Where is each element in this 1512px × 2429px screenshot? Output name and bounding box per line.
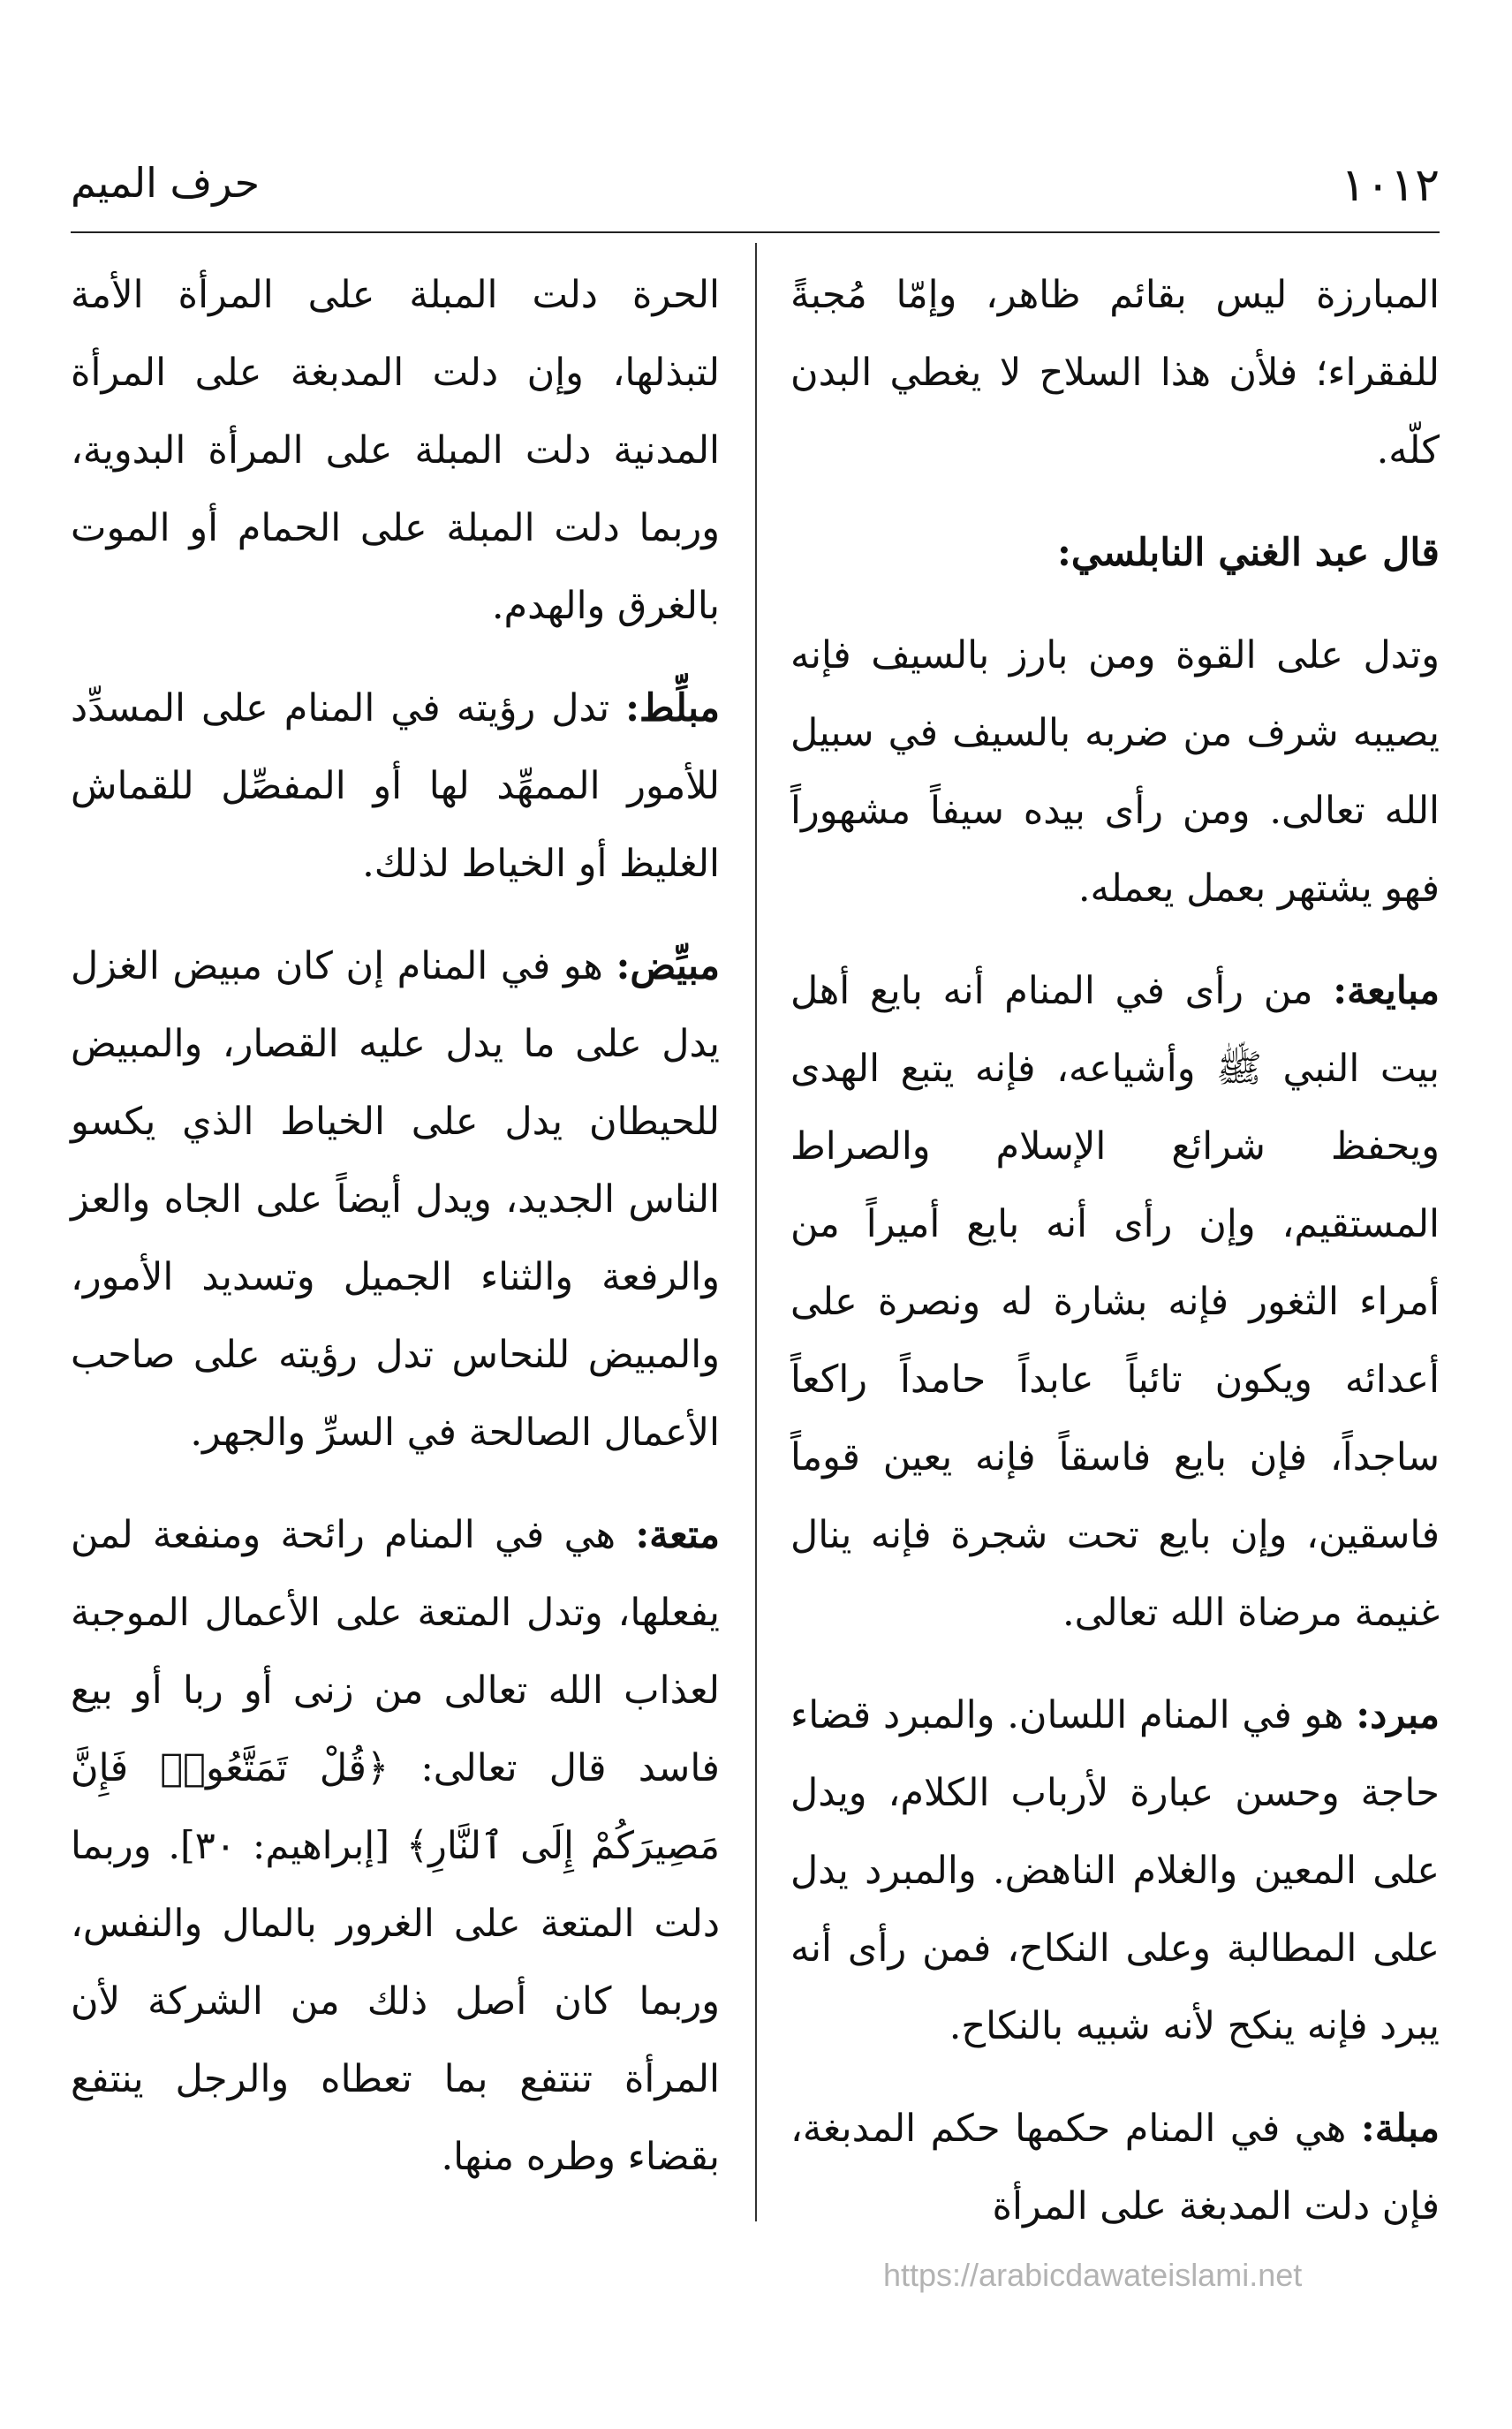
- dictionary-entry: [790, 1676, 1440, 2065]
- paragraph: وتدل على القوة ومن بارز بالسيف فإنه يصيبه شرف من ضربه بالسيف في سبيل الله تعالى. ومن رأى بيده سيفاً مشهوراً فهو يشتهر بعمل يعمله.: [790, 633, 1440, 911]
- entry-text: هو في المنام اللسان. والمبرد قضاء حاجة وحسن عبارة لأرباب الكلام، ويدل على المعين والغلام الناهض. والمبرد يدل على المطالبة وعلى النكاح، فمن رأى أنه يبرد فإنه ينكح لأنه شبيه بالنكاح.: [790, 1693, 1440, 2048]
- entry-text: تدل رؤيته في المنام على المسدِّد للأمور الممهِّد لها أو المفصِّل للقماش الغليظ أو الخياط لذلك.: [71, 686, 720, 886]
- dictionary-entry: [790, 952, 1440, 1652]
- entry-text: من رأى في المنام أنه بايع أهل بيت النبي ﷺ وأشياعه، فإنه يتبع الهدى ويحفظ شرائع الإسلام والصراط المستقيم، وإن رأى أنه بايع أميراً من أمراء الثغور فإنه بشارة له ونصرة على أعدائه ويكون تائباً عابداً حامداً راكعاً ساجداً، فإن بايع فاسقاً فإنه يعين قوماً فاسقين، وإن بايع تحت شجرة فإنه ينال غنيمة مرضاة الله تعالى.: [790, 969, 1440, 1635]
- left-column: [71, 256, 720, 2221]
- page-number: ١٠١٢: [1341, 159, 1440, 212]
- header-rule: [71, 231, 1440, 233]
- entry-term: مبايعة:: [1333, 969, 1440, 1013]
- entry-text: هي في المنام رائحة ومنفعة لمن يفعلها، وتدل المتعة على الأعمال الموجبة لعذاب الله تعالى من زنى أو ربا أو بيع فاسد قال تعالى: ﴿قُلْ تَمَتَّعُوا۟ فَإِنَّ مَصِيرَكُمْ إِلَى ٱلنَّارِ﴾ [إبراهيم: ٣٠]. وربما دلت المتعة على الغرور بالمال والنفس، وربما كان أصل ذلك من الشركة لأن المرأة تنتفع بما تعطاه والرجل ينتفع بقضاء وطره منها.: [71, 1513, 720, 2179]
- watermark: https://arabicdawateislami.net: [883, 2257, 1303, 2293]
- section-heading: قال عبد الغني النابلسي:: [1056, 531, 1440, 575]
- dictionary-entry: [71, 927, 720, 1472]
- entry-term: مبلِّط:: [625, 686, 720, 730]
- paragraph: الحرة دلت المبلة على المرأة الأمة لتبذلها، وإن دلت المدبغة على المرأة المدنية دلت المبلة على المرأة البدوية، وربما دلت المبلة على الحمام أو الموت بالغرق والهدم.: [71, 273, 720, 628]
- right-column: [790, 256, 1440, 2270]
- entry-term: مبرد:: [1356, 1693, 1440, 1737]
- entry-term: مبيِّض:: [616, 944, 720, 988]
- entry-term: متعة:: [635, 1513, 720, 1557]
- dictionary-entry: [790, 2090, 1440, 2245]
- dictionary-entry: [71, 670, 720, 903]
- running-title: حرف الميم: [71, 159, 261, 207]
- entry-term: مبلة:: [1360, 2107, 1440, 2151]
- column-divider: [755, 243, 757, 2221]
- dictionary-entry: [71, 1496, 720, 2196]
- entry-text: هو في المنام إن كان مبيض الغزل يدل على ما يدل عليه القصار، والمبيض للحيطان يدل على الخياط الذي يكسو الناس الجديد، ويدل أيضاً على الجاه والعز والرفعة والثناء الجميل وتسديد الأمور، والمبيض للنحاس تدل رؤيته على صاحب الأعمال الصالحة في السرِّ والجهر.: [71, 944, 720, 1455]
- page-header: [71, 159, 1440, 230]
- entry-text: هي في المنام حكمها حكم المدبغة، فإن دلت المدبغة على المرأة: [790, 2107, 1440, 2228]
- paragraph: المبارزة ليس بقائم ظاهر، وإمّا مُجبةً للفقراء؛ فلأن هذا السلاح لا يغطي البدن كلّه.: [790, 273, 1440, 473]
